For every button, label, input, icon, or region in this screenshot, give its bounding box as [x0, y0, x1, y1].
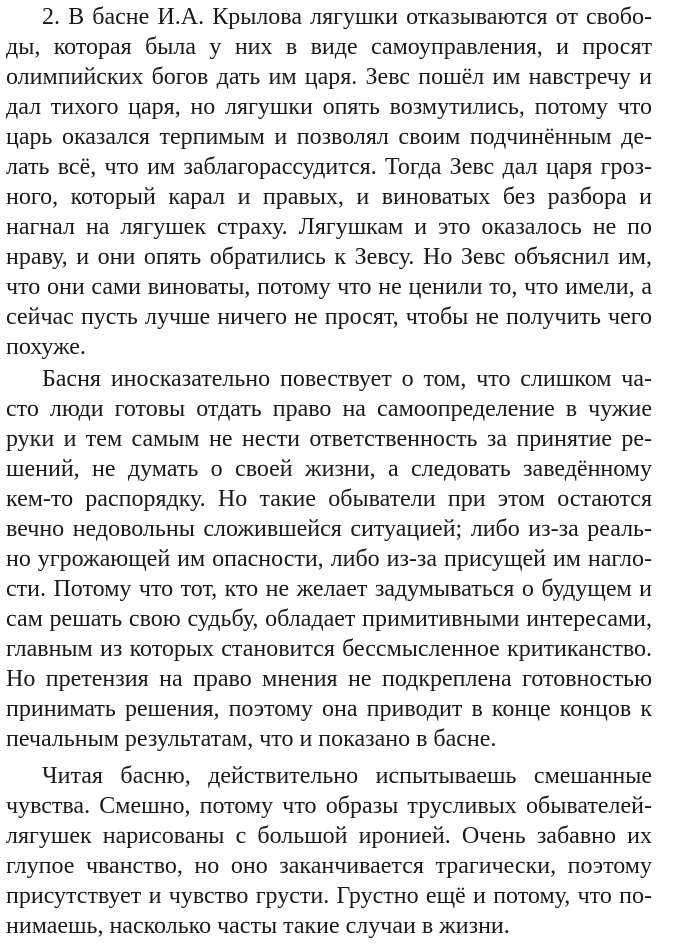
- text-line: 2. В басне И.А. Крылова лягушки отказываются от свобо-: [42, 4, 652, 30]
- text-line: ного, который карал и правых, и виноватых без разбора и: [6, 184, 652, 210]
- text-line: глупое чванство, но оно заканчивается трагически, поэтому: [6, 853, 652, 879]
- text-line: главным из которых становится бессмысленное критиканство.: [6, 636, 652, 662]
- text-line: похуже.: [6, 334, 86, 360]
- text-line: лягушек нарисованы с большой иронией. Очень забавно их: [6, 823, 652, 849]
- text-line: царь оказался терпимым и позволял своим подчинённым де-: [6, 124, 652, 150]
- text-line: шений, не думать о своей жизни, а следовать заведённому: [6, 456, 652, 482]
- text-line: присутствует и чувство грусти. Грустно ещё и потому, что по-: [6, 883, 652, 909]
- text-line: олимпийских богов дать им царя. Зевс пошёл им навстречу и: [6, 64, 652, 90]
- text-line: Но претензия на право мнения не подкреплена готовностью: [6, 666, 652, 692]
- text-line: дал тихого царя, но лягушки опять возмутились, потому что: [6, 94, 652, 120]
- text-line: кем-то распорядку. Но такие обыватели при этом остаются: [6, 486, 652, 512]
- text-line: руки и тем самым не нести ответственность за принятие ре-: [6, 426, 652, 452]
- text-line: нраву, и они опять обратились к Зевсу. Но Зевс объяснил им,: [6, 244, 652, 270]
- text-line: сто люди готовы отдать право на самоопределение в чужие: [6, 396, 652, 422]
- text-line: лать всё, что им заблагорассудится. Тогда Зевс дал царя гроз-: [6, 154, 652, 180]
- text-line: сам решать свою судьбу, обладает примитивными интересами,: [6, 606, 652, 632]
- text-line: чувства. Смешно, потому что образы трусливых обывателей-: [6, 793, 652, 819]
- text-line: печальным результатам, что и показано в басне.: [6, 726, 497, 752]
- text-line: принимать решения, поэтому она приводит в конце концов к: [6, 696, 652, 722]
- text-line: но угрожающей им опасности, либо из-за присущей им нагло-: [6, 546, 652, 572]
- text-line: сти. Потому что тот, кто не желает задумываться о будущем и: [6, 576, 652, 602]
- text-line: нимаешь, насколько часты такие случаи в жизни.: [6, 913, 510, 939]
- text-line: ды, которая была у них в виде самоуправления, и просят: [6, 34, 652, 60]
- text-line: Басня иносказательно повествует о том, что слишком ча-: [42, 366, 652, 392]
- text-line: что они сами виноваты, потому что не ценили то, что имели, а: [6, 274, 652, 300]
- text-line: вечно недовольны сложившейся ситуацией; либо из-за реаль-: [6, 516, 652, 542]
- text-line: сейчас пусть лучше ничего не просят, чтобы не получить чего: [6, 304, 652, 330]
- text-line: нагнал на лягушек страху. Лягушкам и это оказалось не по: [6, 214, 652, 240]
- text-line: Читая басню, действительно испытываешь смешанные: [42, 763, 652, 789]
